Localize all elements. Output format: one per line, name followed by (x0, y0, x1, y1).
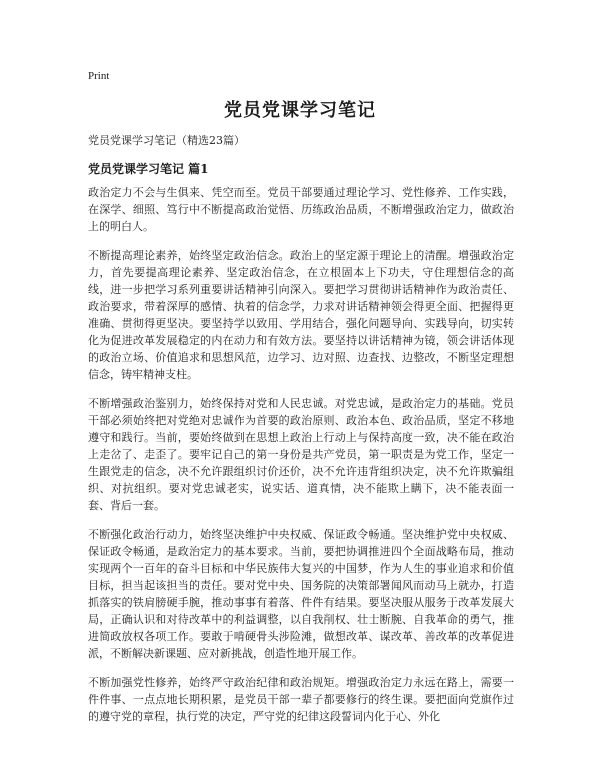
paragraph: 不断加强党性修养，始终严守政治纪律和政治规矩。增强政治定力永远在路上，需要一件件事、一点点地长期积累，是党员干部一辈子都要修行的终生课。要把面向党旗作过的遵守党的章程，执行党的决定，严守党的纪律这段誓词内化于心、外化 (88, 676, 514, 723)
paragraph: 不断增强政治鉴别力，始终保持对党和人民忠诚。对党忠诚，是政治定力的基础。党员干部必须始终把对党绝对忠诚作为首要的政治原则、政治本色、政治品质，坚定不移地遵守和践行。当前，要始终做到在思想上政治上行动上与保持高度一致，决不能在政治上走岔了、走歪了。要牢记自己的第一身份是共产党员，第一职责是为党工作，坚定一生跟党走的信念，决不允许跟组织讨价还价，决不允许违背组织决定，决不允许欺骗组织、对抗组织。要对党忠诚老实，说实话、道真情，决不能欺上瞒下，决不能表面一套、背后一套。 (88, 397, 514, 512)
paragraph: 不断强化政治行动力，始终坚决维护中央权威、保证政令畅通。坚决维护党中央权威、保证政令畅通，是政治定力的基本要求。当前，要把协调推进四个全面战略布局，推动实现两个一百年的奋斗目标和中华民族伟大复兴的中国梦，作为人生的事业追求和价值目标，担当起该担当的责任。要对党中央、国务院的决策部署闻风而动马上就办，打造抓落实的铁肩膀硬手腕，推动事事有着落、件件有结果。要坚决服从服务于改革发展大局，正确认识和对待改革中的利益调整，以自我削权、壮士断腕、自我革命的勇气，推进简政放权各项工作。要敢于啃硬骨头涉险滩，做想改革、谋改革、善改革的改革促进派，不断解决新课题、应对新挑战，创造性地开展工作。 (88, 528, 514, 660)
print-link[interactable]: Print (88, 70, 110, 82)
page-title: 党员党课学习笔记 (224, 100, 376, 121)
document-subtitle: 党员党课学习笔记（精选23篇） (88, 134, 245, 147)
paragraph: 不断提高理论素养，始终坚定政治信念。政治上的坚定源于理论上的清醒。增强政治定力，首先要提高理论素养、坚定政治信念，在立根固本上下功夫，守住理想信念的高线，进一步把学习系列重要讲话精神引向深入。要把学习贯彻讲话精神作为政治责任、政治要求，带着深厚的感情、执着的信念学，力求对讲话精神领会得更全面、把握得更准确、贯彻得更坚决。要坚持学以致用、学用结合，强化问题导向、实践导向，切实转化为促进改革发展稳定的内在动力和有效方法。要坚持以讲话精神为镜，领会讲话体现的政治立场、价值追求和思想风范，边学习、边对照、边查找、边整改，不断坚定理想信念，铸牢精神支柱。 (88, 249, 514, 381)
paragraph: 政治定力不会与生俱来、凭空而至。党员干部要通过理论学习、党性修养、工作实践，在深学、细照、笃行中不断提高政治觉悟、历练政治品质，不断增强政治定力，做政治上的明白人。 (88, 186, 514, 233)
article-body (88, 184, 514, 737)
section-heading: 党员党课学习笔记 篇1 (88, 162, 209, 176)
